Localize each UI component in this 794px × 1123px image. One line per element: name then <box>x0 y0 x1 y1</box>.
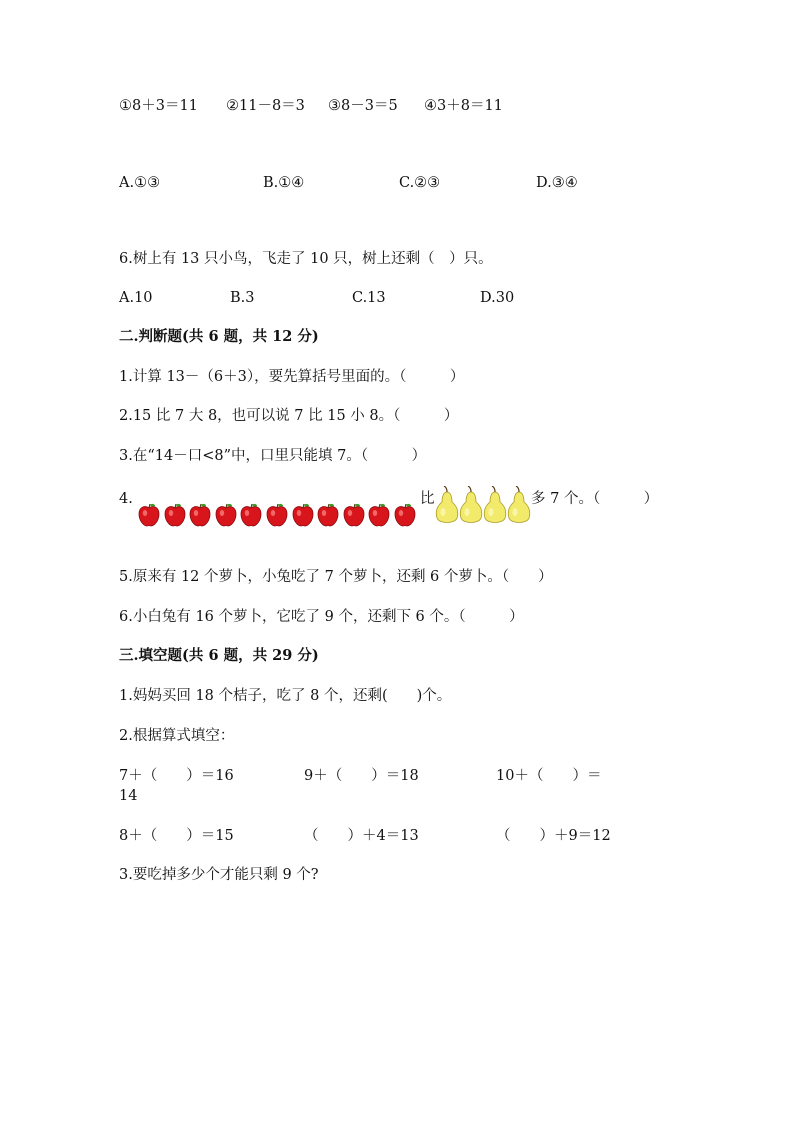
q5-choice-b[interactable]: B.①④ <box>263 175 305 191</box>
apple-icon <box>164 503 186 527</box>
q6-choice-a[interactable]: A.10 <box>119 290 153 306</box>
q5-choice-a[interactable]: A.①③ <box>119 175 161 191</box>
apple-icon <box>317 503 339 527</box>
apple-row <box>138 500 428 530</box>
fill-equation-2: 9＋（ ）＝18 <box>304 768 419 784</box>
apple-icon <box>292 503 314 527</box>
apple-icon <box>368 503 390 527</box>
fill-equation-3: 10＋（ ）＝ <box>496 768 602 784</box>
fill-equation-6: （ ）＋9＝12 <box>496 828 611 844</box>
q6-text: 6.树上有 13 只小鸟，飞走了 10 只，树上还剩（ ）只。 <box>119 251 493 267</box>
q6-choice-d[interactable]: D.30 <box>480 290 515 306</box>
fill-equation-1: 7＋（ ）＝16 <box>119 768 234 784</box>
q5-choice-c[interactable]: C.②③ <box>399 175 441 191</box>
q5-equation-1: ①8＋3＝11 <box>119 98 198 114</box>
section2-item-5: 5.原来有 12 个萝卜，小兔吃了 7 个萝卜，还剩 6 个萝卜。（ ） <box>119 569 553 585</box>
section2-item-4-tail: 多 7 个。（ ） <box>531 491 659 507</box>
section3-item-3: 3.要吃掉多少个才能只剩 9 个? <box>119 867 319 883</box>
section3-item-1: 1.妈妈买回 18 个桔子，吃了 8 个，还剩( )个。 <box>119 688 452 704</box>
pear-icon <box>458 486 484 526</box>
section2-title: 二.判断题(共 6 题，共 12 分) <box>119 328 319 345</box>
section2-item-4-number: 4. <box>119 491 133 507</box>
q5-equation-3: ③8－3＝5 <box>328 98 398 114</box>
section2-item-1: 1.计算 13－（6＋3），要先算括号里面的。（ ） <box>119 369 465 385</box>
pear-icon <box>482 486 508 526</box>
q6-choice-b[interactable]: B.3 <box>230 290 255 306</box>
q6-choice-c[interactable]: C.13 <box>352 290 386 306</box>
section3-item-2: 2.根据算式填空： <box>119 728 235 744</box>
apple-icon <box>343 503 365 527</box>
apple-icon <box>266 503 288 527</box>
fill-equation-5: （ ）＋4＝13 <box>304 828 419 844</box>
apple-icon <box>394 503 416 527</box>
section2-item-3: 3.在“14－口<8”中，口里只能填 7。（ ） <box>119 448 427 464</box>
apple-icon <box>138 503 160 527</box>
q5-equation-4: ④3＋8＝11 <box>424 98 503 114</box>
section3-title: 三.填空题(共 6 题，共 29 分) <box>119 647 319 664</box>
apple-icon <box>215 503 237 527</box>
pear-icon <box>506 486 532 526</box>
apple-icon <box>240 503 262 527</box>
q5-equation-2: ②11－8＝3 <box>226 98 305 114</box>
section2-item-6: 6.小白兔有 16 个萝卜，它吃了 9 个，还剩下 6 个。（ ） <box>119 609 524 625</box>
apple-icon <box>189 503 211 527</box>
fill-equation-3-wrap: 14 <box>119 788 138 804</box>
section2-item-4-compare: 比 <box>420 491 435 507</box>
section2-item-2: 2.15 比 7 大 8，也可以说 7 比 15 小 8。（ ） <box>119 408 459 424</box>
q5-choice-d[interactable]: D.③④ <box>536 175 578 191</box>
pear-icon <box>434 486 460 526</box>
fill-equation-4: 8＋（ ）＝15 <box>119 828 234 844</box>
pear-row <box>434 486 534 528</box>
